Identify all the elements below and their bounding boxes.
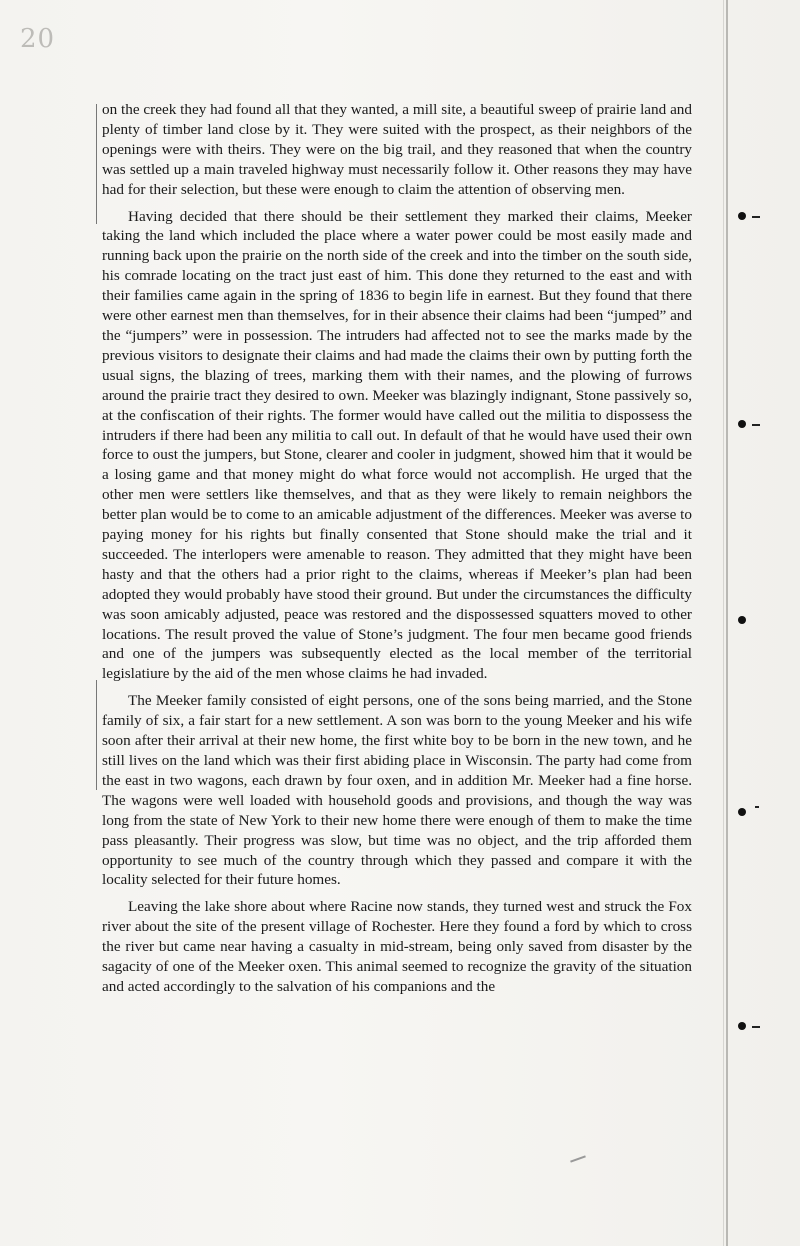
body-text (102, 100, 692, 997)
paragraph-2: Having decided that there should be their settlement they marked their claims, Meeker taking the land which included the place where a water power could be most easily made and running back upon the prairie on the north side of the creek and into the timber on the south side, his comrade locating on the tract just east of him. This done they returned to the east and with their families came again in the spring of 1836 to begin life in earnest. But they found that there were other earnest men than themselves, for in their absence their claims had been “jumped” and the “jumpers” were in possession. The intruders had affected not to see the marks made by the previous visitors to designate their claims and had made the claims their own by putting forth the usual signs, the blazing of trees, marking them with their names, and the plowing of furrows around the prairie tract they desired to own. Meeker was blazingly indignant, Stone passively so, at the confiscation of their rights. The former would have called out the militia to dispossess the intruders if there had been any militia to call out. In default of that he would have used their own force to oust the jumpers, but Stone, clearer and cooler in judgment, showed him that it would be a losing game and that money might do what force would not accomplish. He urged that the other men were settlers like themselves, and that as they were likely to remain neighbors the better plan would be to come to an amicable adjustment of the differences. Meeker was averse to paying money for his rights but finally consented that Stone should make the trial and it succeeded. The interlopers were amenable to reason. They admitted that they might have been hasty and that the others had a prior right to the claims, whereas if Meeker’s plan had been adopted they would probably have stood their ground. But under the circumstances the difficulty was soon amicably adjusted, peace was restored and the dispossessed squatters moved to other locations. The result proved the value of Stone’s judgment. The four men became good friends and one of the jumpers was subsequently elected as the local member of the territorial legislatiure by the aid of the men whose claims he had invaded. (102, 207, 692, 683)
paragraph-4: Leaving the lake shore about where Racine now stands, they turned west and struck the Fox river about the site of the present village of Rochester. Here they found a ford by which to cross the river but came near having a casualty in mid-stream, being only saved from disaster by the sagacity of one of the Meeker oxen. This animal seemed to recognize the gravity of the situation and acted accordingly to the salvation of his companions and the (102, 898, 692, 995)
binding-hole-mark (738, 616, 746, 624)
left-margin-mark (96, 104, 97, 224)
page-fold-line (726, 0, 728, 1246)
binding-mark-dash (752, 424, 760, 426)
paragraph-1: on the creek they had found all that they wanted, a mill site, a beautiful sweep of prairie land and plenty of timber land close by it. They were suited with the prospect, as their neighbors of the openings were with theirs. They were on the big trail, and they reasoned that when the country was settled up a main traveled highway must necessarily follow it. Other reasons they may have had for their selection, but these were enough to claim the attention of observing men. (102, 101, 692, 198)
binding-hole-mark (738, 808, 746, 816)
scan-artifact (570, 1155, 586, 1162)
binding-mark-dash (752, 1026, 760, 1028)
page-number: 20 (20, 24, 56, 54)
binding-hole-mark (738, 1022, 746, 1030)
page-fold-shadow (723, 0, 724, 1246)
binding-mark-dash (752, 216, 760, 218)
binding-hole-mark (738, 420, 746, 428)
binding-mark-dash (755, 806, 759, 808)
left-margin-mark (96, 680, 97, 790)
paragraph-3: The Meeker family consisted of eight persons, one of the sons being married, and the Stone family of six, a fair start for a new settlement. A son was born to the young Meeker and his wife soon after their arrival at their new home, the first white boy to be born in the new town, and he still lives on the land which was their first abiding place in Wisconsin. The party had come from the east in two wagons, each drawn by four oxen, and in addition Mr. Meeker had a fine horse. The wagons were well loaded with household goods and provisions, and though the way was long from the state of New York to their new home there were enough of them to make the time pass pleasantly. Their progress was slow, but time was no object, and the trip afforded them opportunity to see much of the country through which they passed and compare it with the locality selected for their future homes. (102, 692, 692, 889)
binding-hole-mark (738, 212, 746, 220)
